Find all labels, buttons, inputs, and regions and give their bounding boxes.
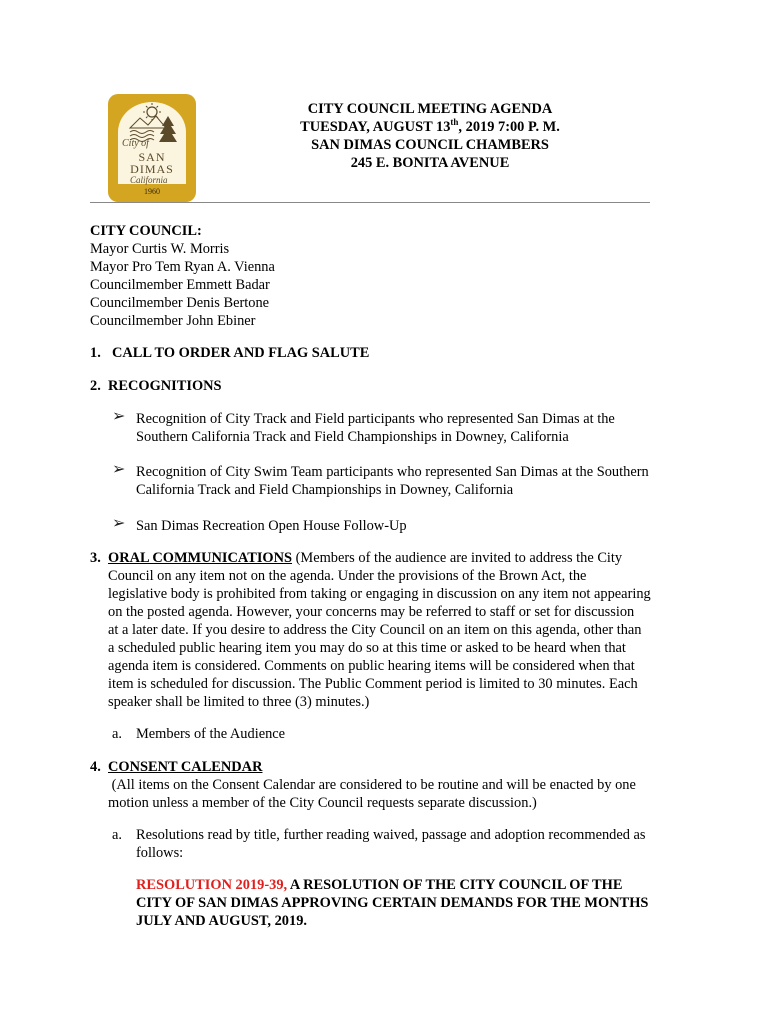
item-3-paragraph-line: Council on any item not on the agenda. Under the provisions of the Brown Act, the <box>108 568 587 584</box>
item-1-title: CALL TO ORDER AND FLAG SALUTE <box>112 345 370 361</box>
council-member: Councilmember Emmett Badar <box>90 277 270 293</box>
council-member: Councilmember Denis Bertone <box>90 295 270 311</box>
city-seal-logo <box>108 94 196 202</box>
item-4-number: 4. <box>90 759 101 775</box>
logo-text-san: SAN <box>138 150 166 164</box>
arrow-bullet-icon: ➢ <box>112 408 126 425</box>
item-3-paragraph-line: on the posted agenda. However, your concerns may be referred to staff or set for discussion <box>108 604 635 620</box>
item-3-intro: (Members of the audience are invited to address the City <box>292 550 623 566</box>
item-4-title: CONSENT CALENDAR <box>108 759 263 775</box>
recognition-line: Recognition of City Swim Team participants who represented San Dimas at the Southern <box>136 464 649 480</box>
item-3a-letter: a. <box>112 726 122 742</box>
meeting-date-suffix: th <box>450 117 459 128</box>
item-3-paragraph-line: at a later date. If you desire to address the City Council on an item on this agenda, other than <box>108 622 642 638</box>
item-4-paragraph-line: (All items on the Consent Calendar are considered to be routine and will be enacted by one <box>108 777 636 793</box>
recognition-line: San Dimas Recreation Open House Follow-Up <box>136 518 407 534</box>
item-2-title: RECOGNITIONS <box>108 378 222 394</box>
item-1-number: 1. <box>90 345 101 361</box>
resolution-number: RESOLUTION 2019-39, <box>136 877 288 893</box>
item-3-first-line <box>108 549 622 567</box>
recognition-line: Recognition of City Track and Field participants who represented San Dimas at the <box>136 411 615 427</box>
council-heading: CITY COUNCIL: <box>90 223 202 239</box>
logo-text-city-of: City of <box>122 138 149 149</box>
resolution-first-line <box>136 876 622 894</box>
arrow-bullet-icon: ➢ <box>112 515 126 532</box>
meeting-date <box>270 118 590 136</box>
meeting-location: SAN DIMAS COUNCIL CHAMBERS <box>311 137 549 153</box>
item-3-paragraph-line: agenda item is considered. Comments on public hearing items will be considered when that <box>108 658 635 674</box>
agenda-title: CITY COUNCIL MEETING AGENDA <box>307 101 553 117</box>
arrow-bullet-icon: ➢ <box>112 461 126 478</box>
meeting-address: 245 E. BONITA AVENUE <box>350 155 510 171</box>
item-3a-text: Members of the Audience <box>136 726 286 742</box>
item-3-number: 3. <box>90 550 101 566</box>
item-4a-line: Resolutions read by title, further reading waived, passage and adoption recommended as <box>136 827 646 843</box>
resolution-title-line: JULY AND AUGUST, 2019. <box>136 913 307 929</box>
item-3-paragraph-line: speaker shall be limited to three (3) minutes.) <box>108 694 370 710</box>
item-4a-line: follows: <box>136 845 184 861</box>
item-3-paragraph-line: legislative body is prohibited from taking or engaging in discussion on any item not appearing <box>108 586 651 602</box>
resolution-title-line: A RESOLUTION OF THE CITY COUNCIL OF THE <box>287 877 623 893</box>
resolution-title-line: CITY OF SAN DIMAS APPROVING CERTAIN DEMANDS FOR THE MONTHS <box>136 895 649 911</box>
meeting-date-time: , 2019 7:00 P. M. <box>458 119 560 135</box>
header-divider <box>90 202 650 203</box>
item-3-paragraph-line: a scheduled public hearing item you may do so at this time or asked to be heard when that <box>108 640 626 656</box>
item-4a-letter: a. <box>112 827 122 843</box>
logo-text-year: 1960 <box>144 187 160 196</box>
item-2-number: 2. <box>90 378 101 394</box>
logo-text-california: California <box>130 175 168 185</box>
council-member: Mayor Pro Tem Ryan A. Vienna <box>90 259 275 275</box>
council-member: Councilmember John Ebiner <box>90 313 256 329</box>
council-member: Mayor Curtis W. Morris <box>90 241 230 257</box>
meeting-date-main: TUESDAY, AUGUST 13 <box>300 119 451 135</box>
item-4-paragraph-line: motion unless a member of the City Council requests separate discussion.) <box>108 795 537 811</box>
logo-text-dimas: DIMAS <box>130 162 174 176</box>
recognition-line: Southern California Track and Field Championships in Downey, California <box>136 429 569 445</box>
item-3-title: ORAL COMMUNICATIONS <box>108 550 293 566</box>
recognition-line: California Track and Field Championships in Downey, California <box>136 482 514 498</box>
item-3-paragraph-line: item is scheduled for discussion. The Public Comment period is limited to 30 minutes. Each <box>108 676 638 692</box>
